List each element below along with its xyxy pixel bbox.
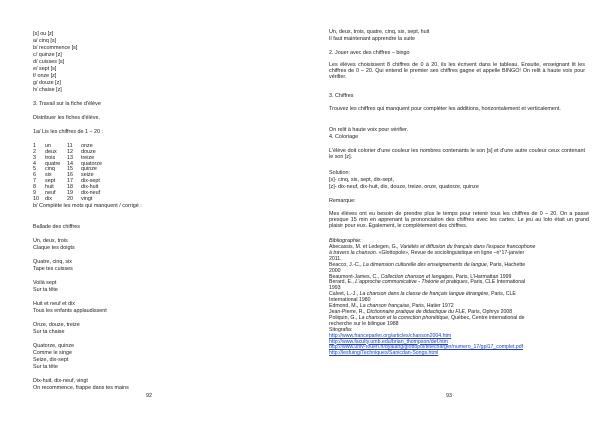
bibliography-heading: Bibliographie:	[329, 238, 362, 244]
chiffres-paragraph: Trouvez les chiffres qui manquent pour compléter les additions, horizontalement et verticalement.	[329, 106, 561, 112]
song-line: Quatre, cinq, six	[33, 259, 72, 265]
number-word: dix-neuf	[81, 189, 101, 196]
solution-z: [z]- dix-neuf, dix-huit, dix, douze, treize, onze, quatorze, quinze	[329, 184, 479, 190]
song-line: Sur ta tête	[33, 364, 58, 370]
list-item: a/ cinq [s]	[33, 38, 57, 44]
song-line: Sur ta tête	[33, 287, 58, 293]
list-item: g/ douze [z]	[33, 80, 61, 86]
bibliography-entry: Edmond, M., La chanson française, Paris, Hatier 1972	[329, 303, 454, 310]
bibliography-entry: Abecassis, M. et Ledegen, G., Variétés et diffusion du français dans l'espace francophone	[329, 244, 536, 250]
bibliography-entry: Poliquin, G., La chanson et la correction phonétique, Québec, Centre international de	[329, 314, 525, 321]
number-word: six	[45, 172, 52, 179]
task-heading: 1a/ Lis les chiffres de 1 – 20 :	[33, 129, 104, 135]
number-word: treize	[81, 154, 95, 161]
bibliography-entry: Jean-Pierre, R., Dictionnaire pratique de didactique du FLE, Paris, Ophrys 2008	[329, 308, 513, 315]
list-item: d/ cuisses [s]	[33, 59, 65, 65]
bibliography-entry: Beaumont-James, C., Collection chanson et langages, Paris, L'Harmattan 1999	[329, 273, 512, 280]
bibliography-entry: Sitografia:	[329, 326, 353, 333]
number-digit: 16	[67, 172, 73, 179]
numbers-table	[33, 143, 153, 201]
number-word: neuf	[45, 189, 56, 196]
page-number: 93	[446, 393, 452, 399]
number-digit: 14	[67, 160, 73, 167]
bingo-paragraph: Les élèves choisissent 8 chiffres de 0 à 20, ils les écrivent dans le tableau. Ensuite, enseignant lit les chiffres de 0 – 20. Qui entend le premier ses chiffres gagne et appelle BINGO! On relit à haute voix pour vérifier.	[329, 62, 585, 81]
bibliography-entry: Berard, E., L'approche communicative - Théorie et pratiques, Paris, CLE International	[329, 279, 526, 286]
list-item: f/ onze [z]	[33, 73, 57, 79]
number-digit: 19	[67, 189, 73, 196]
bibliography-entry: International 1980	[329, 297, 371, 304]
section-heading: 3. Chiffres	[329, 93, 354, 99]
number-word: cinq	[45, 166, 55, 173]
number-digit: 4	[33, 160, 36, 167]
bibliography-entry: à travers la chanson. «Glottopole», Revue de sociolinguistique en ligne –n°17-janvier	[329, 249, 525, 256]
remarque-paragraph: Mes élèves ont eu besoin de prendre plus le temps pour retenir tous les chiffres de 0 – 20. On a passé presque 15 min en apprenant la prononciation des chiffres avec les cartes. Le jeu au loto était un grand plaisir pour eux. Également, le complètement des chiffres.	[329, 211, 589, 230]
song-line: Onze, douze, treize	[33, 322, 80, 328]
song-line: Tape tes cuisses	[33, 266, 73, 272]
number-digit: 6	[33, 172, 36, 179]
list-item: e/ sept [s]	[33, 66, 57, 72]
number-word: huit	[45, 183, 54, 190]
instruction-text: Distribuer les fiches d'élève.	[33, 115, 100, 121]
section-heading: 4. Coloriage	[329, 134, 359, 140]
list-item: [s] ou [z]	[33, 31, 54, 37]
number-row	[33, 196, 153, 202]
number-word: dix-sept	[81, 178, 100, 185]
bibliography-list	[329, 245, 591, 357]
right-page	[300, 0, 600, 424]
remarque-label: Remarque:	[329, 198, 356, 204]
song-line: On recommence, frappe dans tes mains	[33, 385, 129, 391]
number-word: quinze	[81, 166, 97, 173]
number-word: trois	[45, 154, 56, 161]
section-heading: 2. Jouer avec des chiffres – bingo	[329, 50, 410, 56]
song-line: Tous les enfants applaudissent	[33, 308, 107, 314]
sitography-link[interactable]: http://lesfuing/Techniques/Sanicdan-Songs.html	[329, 350, 439, 357]
solution-s: [s]- cinq, six, sept, dix-sept,	[329, 177, 395, 183]
song-line: Quatorze, quinze	[33, 343, 75, 349]
number-digit: 20	[67, 195, 73, 202]
song-line: Huit et neuf et dix	[33, 301, 75, 307]
song-line: Il faut maintenant apprendre la suite	[329, 36, 416, 42]
bibliography-entry: 2011.	[329, 255, 342, 262]
bibliography-entry: Calvet, L.-J., La chanson dans la classe de français langue étrangère, Paris, CLE	[329, 291, 516, 298]
sitography-link[interactable]: http://www.univ-rouen.fr/dyalang/glottopol/telecharger/numero_17/gpl17_complet.pdf	[329, 344, 524, 351]
number-digit: 1	[33, 143, 36, 149]
section-heading: 3. Travail sur la fiche d'élève	[33, 101, 101, 107]
list-item: b/ recommence [s]	[33, 45, 78, 51]
page-number: 92	[146, 393, 152, 399]
song-line: Dix-huit, dix-neuf, vingt	[33, 378, 88, 384]
sitography-link[interactable]: http://www.franceparler.org/articles/chanson2004.htm	[329, 332, 452, 339]
number-word: douze	[81, 148, 96, 155]
number-word: un	[45, 143, 51, 149]
number-digit: 13	[67, 154, 73, 161]
song-line: Sur ta chaise	[33, 329, 65, 335]
bibliography-entry: Beacco, J.-C., La dimension culturelle des enseignements de langue, Paris, Hachette	[329, 261, 526, 268]
number-word: dix	[45, 195, 52, 202]
number-digit: 5	[33, 166, 36, 173]
number-word: deux	[45, 148, 57, 155]
song-line: Claque tes doigts	[33, 245, 75, 251]
instruction-text: On relit à haute voix pour vérifier.	[329, 127, 409, 133]
task-heading: b/ Complète les mots qui manquent / corrigé :	[33, 203, 142, 209]
number-digit: 11	[67, 143, 73, 149]
list-item: h/ chaise [z]	[33, 87, 62, 93]
number-digit: 18	[67, 183, 73, 190]
number-digit: 8	[33, 183, 36, 190]
number-word: seize	[81, 172, 94, 179]
number-word: quatre	[45, 160, 61, 167]
number-digit: 17	[67, 178, 73, 185]
sitography-link[interactable]: http://www.faculty.umb.edu/brian_thompson/def.htm	[329, 338, 448, 345]
song-line: Voilà sept	[33, 280, 57, 286]
number-word: vingt	[81, 195, 93, 202]
song-line: Un, deux, trois	[33, 238, 68, 244]
song-line: Seize, dix-sept	[33, 357, 69, 363]
number-digit: 3	[33, 154, 36, 161]
number-word: dix-huit	[81, 183, 99, 190]
solution-label: Solution:	[329, 170, 350, 176]
number-digit: 9	[33, 189, 36, 196]
bibliography-entry: 1993	[329, 285, 341, 292]
number-digit: 15	[67, 166, 73, 173]
bibliography-entry: 2000	[329, 267, 341, 274]
number-digit: 7	[33, 178, 36, 185]
list-item: c/ quinze [z]	[33, 52, 62, 58]
song-line: Un, deux, trois, quatre, cinq, six, sept, huit	[329, 29, 430, 35]
number-digit: 2	[33, 148, 36, 155]
song-title: Ballade des chiffres	[33, 224, 80, 230]
bibliography-entry: recherche sur le bilingue 1988	[329, 320, 399, 327]
number-word: onze	[81, 143, 93, 149]
number-word: quatorze	[81, 160, 102, 167]
number-word: sept	[45, 178, 56, 185]
song-line: Comme le singe	[33, 350, 72, 356]
number-digit: 10	[33, 195, 39, 202]
coloriage-paragraph: L'élève doit colorier d'une couleur les nombres contenants le son [s] et d'une autre couleur ceux contenant le son [z].	[329, 148, 585, 161]
number-digit: 12	[67, 148, 73, 155]
